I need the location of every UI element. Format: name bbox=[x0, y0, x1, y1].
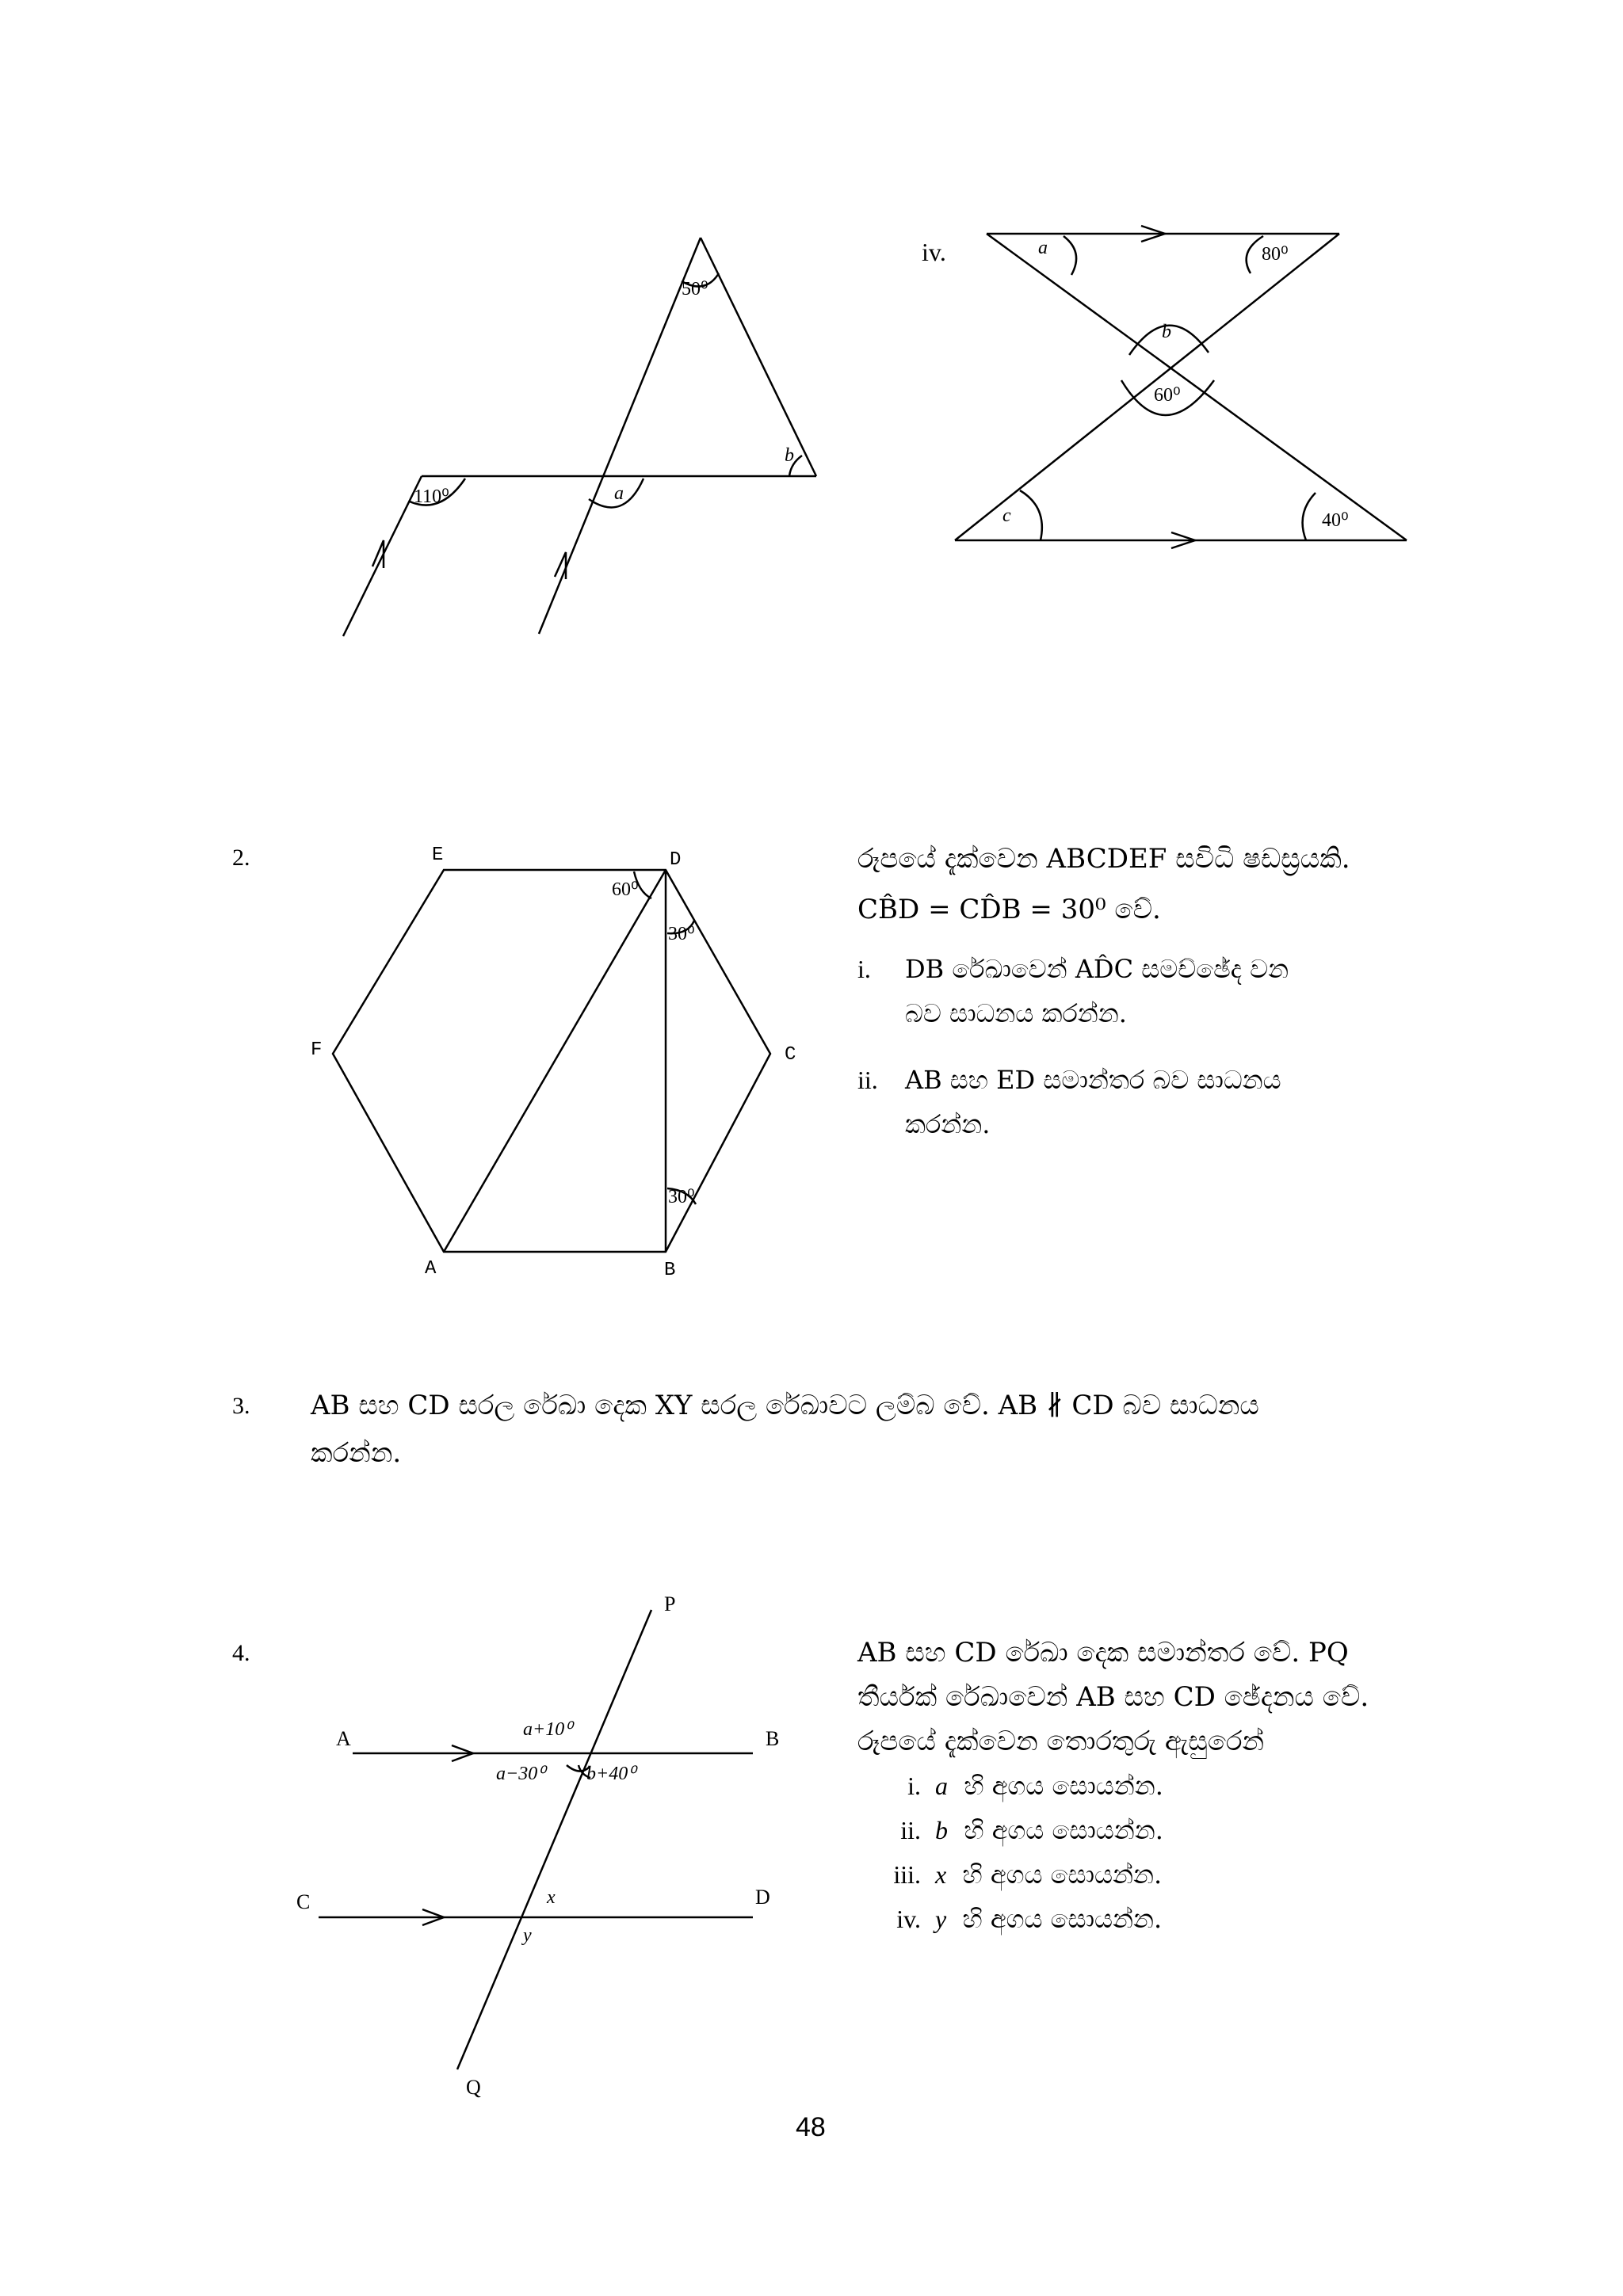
q4-line-2: තීර්යක් රේඛාවෙන් AB සහ CD ඡේදනය වේ. bbox=[857, 1681, 1369, 1713]
q4-line-3: රූපයේ දැක්වෙන තොරතුරු ඇසුරෙන් bbox=[857, 1726, 1265, 1757]
page-number: 48 bbox=[796, 2112, 826, 2142]
point-B4: B bbox=[766, 1727, 780, 1750]
q4-item-3 bbox=[872, 1852, 1162, 1897]
q4-item-3-text: හි අගය සොයන්න. bbox=[962, 1859, 1163, 1890]
q4-item-1 bbox=[872, 1764, 1163, 1808]
q4-item-2-text: හි අගය සොයන්න. bbox=[964, 1815, 1163, 1845]
q4-item-4-text: හි අගය සොයන්න. bbox=[962, 1904, 1163, 1934]
question-3-number: 3. bbox=[232, 1393, 250, 1419]
question-4-number: 4. bbox=[232, 1640, 250, 1666]
q4-item-4 bbox=[872, 1897, 1162, 1941]
q2-line-1: රූපයේ දැක්වෙන ABCDEF සවිධි ෂඩස්‍රයකි. bbox=[857, 843, 1350, 875]
point-D: D bbox=[670, 849, 682, 871]
angle-50-label: 50⁰ bbox=[682, 279, 708, 299]
angle-60-d-label: 60⁰ bbox=[612, 879, 639, 900]
angle-a-iv-label: a bbox=[1038, 238, 1048, 258]
q4-item-1-num: i. bbox=[907, 1772, 921, 1800]
angle-30-b-label: 30⁰ bbox=[668, 1187, 695, 1207]
angle-b-plus-40-label: b+40⁰ bbox=[586, 1764, 636, 1784]
q2-item-2-line-1: AB සහ ED සමාන්තර බව සාධනය bbox=[905, 1065, 1281, 1095]
q4-item-2 bbox=[872, 1808, 1163, 1852]
angle-b-label: b bbox=[785, 445, 794, 466]
q2-item-2-num: ii. bbox=[857, 1066, 878, 1094]
angle-a-label: a bbox=[614, 483, 624, 504]
figure-hexagon bbox=[333, 870, 770, 1252]
q4-item-3-num: iii. bbox=[893, 1860, 921, 1889]
q2-line-2: CB̂D = CD̂B = 30⁰ වේ. bbox=[857, 894, 1161, 925]
q4-item-1-text: හි අගය සොයන්න. bbox=[964, 1771, 1163, 1801]
point-B: B bbox=[664, 1260, 676, 1281]
angle-x-label: x bbox=[547, 1887, 556, 1908]
q2-item-2-line-2: කරන්න. bbox=[905, 1109, 991, 1139]
point-A4: A bbox=[336, 1727, 351, 1750]
angle-b-iv-label: b bbox=[1162, 322, 1171, 342]
point-Q: Q bbox=[466, 2076, 481, 2099]
angle-80-label: 80⁰ bbox=[1262, 244, 1289, 265]
point-D4: D bbox=[755, 1886, 770, 1909]
q4-item-4-var: y bbox=[935, 1905, 947, 1933]
q4-item-4-num: iv. bbox=[896, 1905, 921, 1933]
angle-y-label: y bbox=[523, 1925, 532, 1946]
angle-60-label: 60⁰ bbox=[1154, 385, 1181, 406]
figure-transversal bbox=[319, 1610, 753, 2069]
angle-a-minus-30-label: a−30⁰ bbox=[496, 1764, 545, 1784]
q4-line-1: AB සහ CD රේඛා දෙක සමාන්තර වේ. PQ bbox=[857, 1637, 1349, 1669]
angle-110-label: 110⁰ bbox=[414, 486, 449, 507]
q3-line-1: AB සහ CD සරල රේඛා දෙක XY සරල රේඛාවට ලම්බ වේ. AB ∦ CD බව සාධනය bbox=[311, 1390, 1259, 1421]
q2-item-1 bbox=[857, 947, 1289, 1035]
q4-item-2-num: ii. bbox=[900, 1816, 921, 1844]
q2-item-1-line-1: DB රේඛාවෙන් AD̂C සමච්ඡේද වන bbox=[905, 954, 1289, 984]
q4-item-2-var: b bbox=[935, 1816, 948, 1844]
q3-line-2: කරන්න. bbox=[311, 1437, 402, 1469]
point-P: P bbox=[664, 1592, 676, 1615]
q2-item-1-line-2: බව සාධනය කරන්න. bbox=[905, 998, 1127, 1028]
figure-iv bbox=[955, 226, 1407, 548]
figure-iv-roman: iv. bbox=[922, 238, 946, 266]
point-C4: C bbox=[296, 1890, 311, 1913]
figure-iii bbox=[343, 238, 816, 636]
angle-30-d-label: 30⁰ bbox=[668, 924, 695, 944]
angle-c-label: c bbox=[1002, 505, 1011, 526]
question-2-number: 2. bbox=[232, 845, 250, 871]
point-C: C bbox=[785, 1044, 796, 1066]
q2-item-2 bbox=[857, 1058, 1281, 1146]
q4-item-3-var: x bbox=[935, 1860, 947, 1889]
point-A: A bbox=[425, 1258, 437, 1280]
angle-a-plus-10-label: a+10⁰ bbox=[523, 1719, 572, 1740]
point-F: F bbox=[311, 1039, 323, 1061]
q4-item-1-var: a bbox=[935, 1772, 948, 1800]
angle-40-label: 40⁰ bbox=[1322, 510, 1349, 531]
point-E: E bbox=[432, 845, 444, 866]
q2-item-1-num: i. bbox=[857, 955, 871, 983]
